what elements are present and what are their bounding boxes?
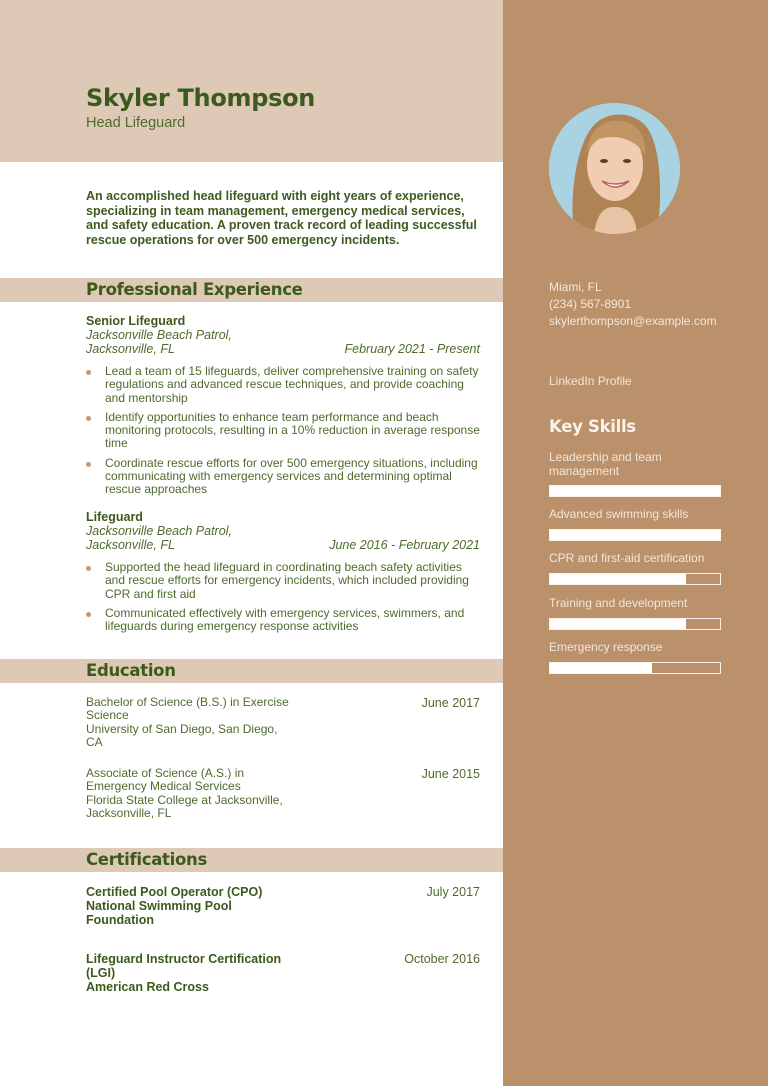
section-title: Professional Experience bbox=[86, 280, 303, 299]
certification-issuer: National Swimming Pool Foundation bbox=[86, 899, 232, 927]
school: Florida State College at Jacksonville, Jacksonville, FL bbox=[86, 792, 283, 820]
skill-label: Emergency response bbox=[549, 640, 663, 654]
skill-item bbox=[549, 641, 721, 674]
school: University of San Diego, San Diego, CA bbox=[86, 721, 278, 749]
linkedin-link[interactable]: LinkedIn Profile bbox=[549, 374, 632, 388]
section-header-experience bbox=[0, 278, 503, 302]
job-dates: February 2021 - Present bbox=[344, 342, 480, 356]
section-header-education bbox=[0, 659, 503, 683]
skill-item bbox=[549, 552, 721, 585]
job-org: Jacksonville Beach Patrol, bbox=[86, 524, 232, 538]
skill-bar bbox=[549, 485, 721, 497]
candidate-title: Head Lifeguard bbox=[86, 115, 186, 131]
certification-date: October 2016 bbox=[404, 952, 480, 966]
job-entry bbox=[86, 510, 480, 639]
certification-name: Lifeguard Instructor Certification (LGI) bbox=[86, 952, 282, 980]
certification-date: July 2017 bbox=[426, 885, 480, 899]
list-item: Lead a team of 15 lifeguards, deliver comprehensive training on safety regulations and advanced rescue techniques, and provide coaching and mentorship bbox=[86, 365, 480, 405]
certification-issuer: American Red Cross bbox=[86, 980, 209, 994]
section-title: Education bbox=[86, 661, 176, 680]
skill-bar-fill bbox=[550, 574, 686, 584]
skill-bar-fill bbox=[550, 486, 720, 496]
job-dates: June 2016 - February 2021 bbox=[329, 538, 480, 552]
bullet-icon bbox=[86, 370, 91, 375]
section-header-certifications bbox=[0, 848, 503, 872]
list-item: Communicated effectively with emergency services, swimmers, and lifeguards during emergency response activities bbox=[86, 607, 480, 634]
list-item: Identify opportunities to enhance team performance and beach monitoring protocols, resulting in a 10% reduction in average response time bbox=[86, 411, 480, 451]
avatar-icon bbox=[549, 103, 680, 234]
list-item: Coordinate rescue efforts for over 500 emergency situations, including communicating with emergency services and determining optimal rescue approaches bbox=[86, 457, 480, 497]
skill-label: Advanced swimming skills bbox=[549, 507, 689, 521]
job-bullets bbox=[86, 365, 480, 497]
skill-item bbox=[549, 597, 721, 630]
education-entry bbox=[86, 767, 480, 820]
skill-bar bbox=[549, 662, 721, 674]
contact-email[interactable]: skylerthompson@example.com bbox=[549, 314, 717, 328]
skill-bar-fill bbox=[550, 619, 686, 629]
job-location: Jacksonville, FL bbox=[86, 342, 175, 356]
skill-label: CPR and first-aid certification bbox=[549, 551, 705, 565]
skill-item bbox=[549, 508, 721, 541]
bullet-icon bbox=[86, 612, 91, 617]
job-entry bbox=[86, 314, 480, 503]
contact-phone[interactable]: (234) 567-8901 bbox=[549, 297, 632, 311]
list-item: Supported the head lifeguard in coordinating beach safety activities and rescue efforts for emergency incidents, which included providing CPR and first aid bbox=[86, 561, 480, 601]
job-title: Lifeguard bbox=[86, 510, 143, 524]
profile-photo bbox=[549, 103, 680, 234]
education-entry bbox=[86, 696, 480, 749]
skill-bar-fill bbox=[550, 530, 720, 540]
skill-label: Leadership and team management bbox=[549, 450, 662, 478]
certification-entry bbox=[86, 885, 480, 927]
education-date: June 2017 bbox=[421, 696, 480, 710]
education-date: June 2015 bbox=[421, 767, 480, 781]
job-org: Jacksonville Beach Patrol, bbox=[86, 328, 232, 342]
certification-name: Certified Pool Operator (CPO) bbox=[86, 885, 263, 899]
contact-location: Miami, FL bbox=[549, 280, 602, 294]
candidate-name: Skyler Thompson bbox=[86, 84, 316, 112]
degree: Bachelor of Science (B.S.) in Exercise Science bbox=[86, 695, 289, 723]
header-band bbox=[0, 0, 503, 162]
skill-bar bbox=[549, 573, 721, 585]
skill-item bbox=[549, 451, 721, 497]
job-bullets bbox=[86, 561, 480, 633]
skill-bar bbox=[549, 529, 721, 541]
skill-label: Training and development bbox=[549, 596, 688, 610]
skill-bar bbox=[549, 618, 721, 630]
certification-entry bbox=[86, 952, 480, 994]
bullet-icon bbox=[86, 416, 91, 421]
job-title: Senior Lifeguard bbox=[86, 314, 186, 328]
section-title: Certifications bbox=[86, 850, 207, 869]
summary: An accomplished head lifeguard with eight years of experience, specializing in team management, emergency medical services, and safety education. A proven track record of leading successful rescue operations for over 500 emergency incidents. bbox=[86, 189, 477, 247]
job-location: Jacksonville, FL bbox=[86, 538, 175, 552]
bullet-icon bbox=[86, 566, 91, 571]
skills-title: Key Skills bbox=[549, 417, 636, 436]
bullet-icon bbox=[86, 462, 91, 467]
degree: Associate of Science (A.S.) in Emergency Medical Services bbox=[86, 766, 245, 794]
skill-bar-fill bbox=[550, 663, 652, 673]
